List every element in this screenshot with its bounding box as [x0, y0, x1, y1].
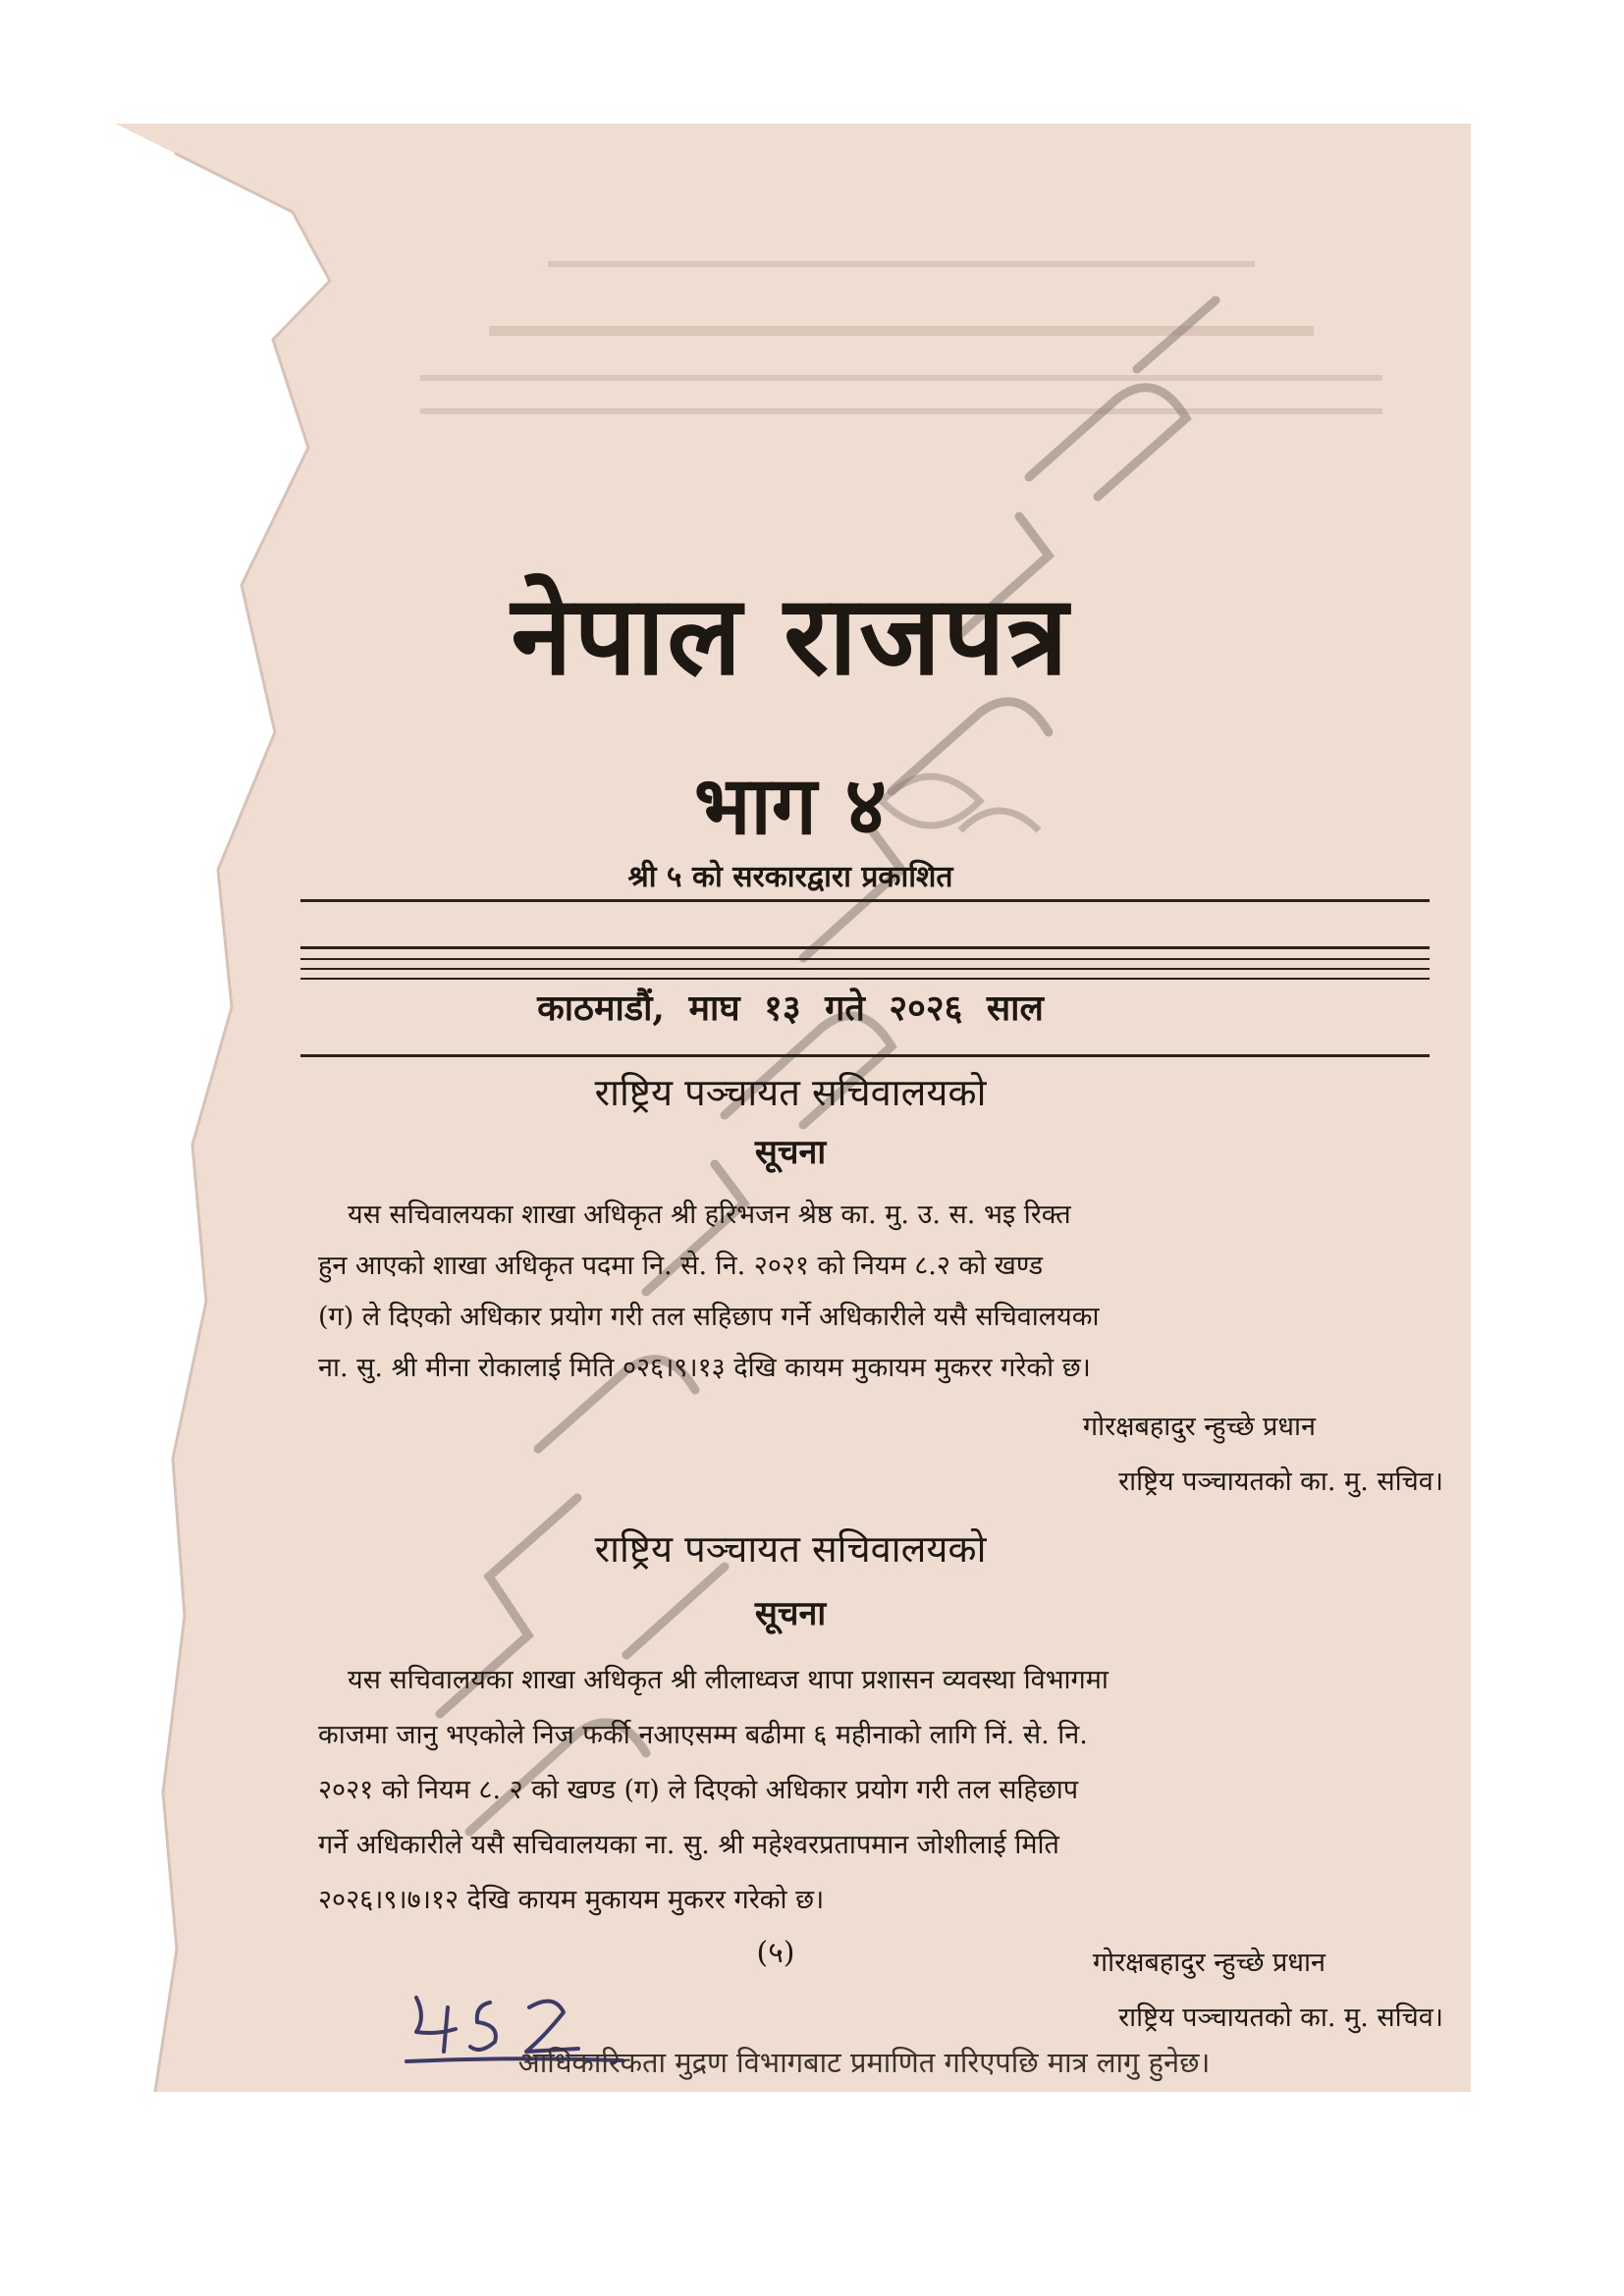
- notice-line: यस सचिवालयका शाखा अधिकृत श्री हरिभजन श्रेष्ठ का. मु. उ. स. भइ रिक्त: [348, 1200, 1071, 1230]
- notice-line: यस सचिवालयका शाखा अधिकृत श्री लीलाध्वज थापा प्रशासन व्यवस्था विभागमा: [348, 1665, 1109, 1695]
- signatory-name: गोरक्षबहादुर न्हुच्छे प्रधान: [1082, 1412, 1316, 1442]
- publisher-line: श्री ५ को सरकारद्वारा प्रकाशित: [627, 860, 953, 894]
- divider-line: [300, 958, 1430, 960]
- notice-office: राष्ट्रिय पञ्चायत सचिवालयको: [594, 1071, 987, 1114]
- notice-heading: सूचना: [754, 1133, 827, 1172]
- divider-line: [300, 1054, 1430, 1057]
- signatory-title: राष्ट्रिय पञ्चायतको का. मु. सचिव।: [1118, 2002, 1443, 2033]
- notice-line: हुन आएको शाखा अधिकृत पदमा नि. से. नि. २०२१ को नियम ८.२ को खण्ड: [318, 1251, 1044, 1281]
- divider-line: [300, 899, 1430, 902]
- notice-line: गर्ने अधिकारीले यसै सचिवालयका ना. सु. श्री महेश्वरप्रतापमान जोशीलाई मिति: [318, 1830, 1059, 1860]
- signatory-name: गोरक्षबहादुर न्हुच्छे प्रधान: [1092, 1948, 1326, 1978]
- signatory-title: राष्ट्रिय पञ्चायतको का. मु. सचिव।: [1118, 1467, 1443, 1497]
- dateline: काठमाडौं, माघ १३ गते २०२६ साल: [537, 988, 1044, 1029]
- gazette-title: नेपाल राजपत्र: [511, 571, 1070, 700]
- footer-note: आधिकारिकता मुद्रण विभागबाट प्रमाणित गरिएपछि मात्र लागु हुनेछ।: [517, 2046, 1211, 2079]
- gazette-part: भाग ४: [693, 759, 888, 853]
- notice-line: ना. सु. श्री मीना रोकालाई मिति ०२६।९।१३ देखि कायम मुकायम मुकरर गरेको छ।: [318, 1353, 1091, 1383]
- divider-line: [300, 978, 1430, 980]
- notice-line: (ग) ले दिएको अधिकार प्रयोग गरी तल सहिछाप गर्ने अधिकारीले यसै सचिवालयका: [318, 1302, 1100, 1332]
- notice-heading: सूचना: [754, 1594, 827, 1633]
- divider-line: [300, 968, 1430, 970]
- notice-office: राष्ट्रिय पञ्चायत सचिवालयको: [594, 1527, 987, 1571]
- gazette-page: [116, 124, 1471, 2092]
- notice-line: २०२६।९।७।१२ देखि कायम मुकायम मुकरर गरेको छ।: [318, 1885, 825, 1915]
- page-number: (५): [756, 1936, 795, 1970]
- divider-line: [300, 946, 1430, 949]
- notice-line: काजमा जानु भएकोले निज फर्की नआएसम्म बढीमा ६ महीनाको लागि निं. से. नि.: [318, 1720, 1088, 1750]
- notice-line: २०२१ को नियम ८. २ को खण्ड (ग) ले दिएको अधिकार प्रयोग गरी तल सहिछाप: [318, 1775, 1079, 1805]
